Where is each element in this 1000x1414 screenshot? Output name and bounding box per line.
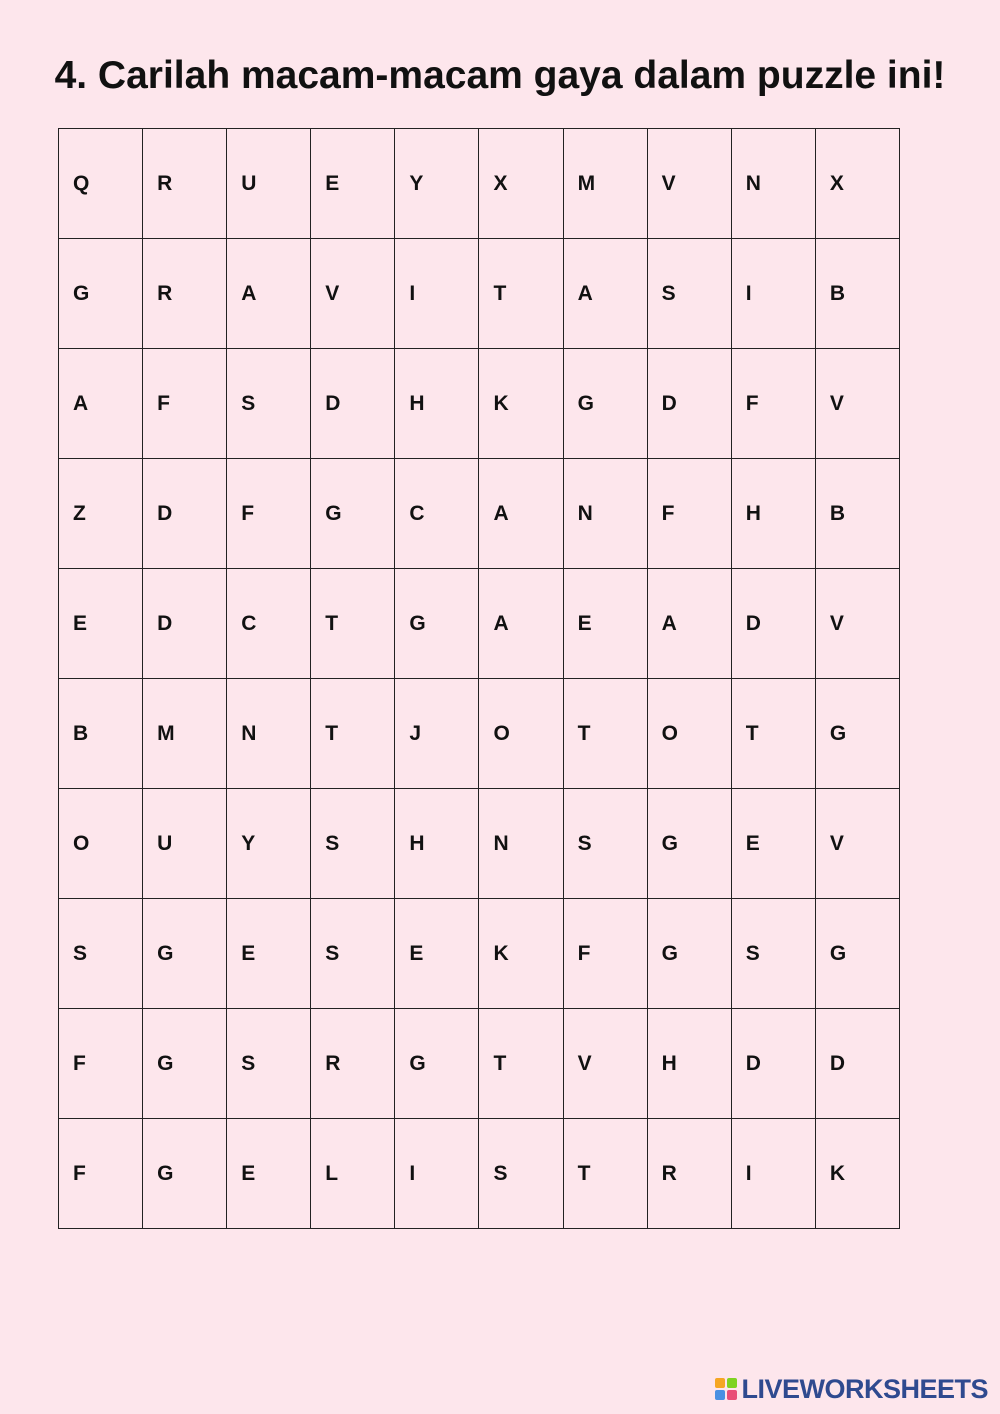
grid-cell[interactable]: E [227, 1119, 311, 1229]
grid-cell[interactable]: I [395, 1119, 479, 1229]
grid-cell[interactable]: E [59, 569, 143, 679]
grid-cell[interactable]: K [815, 1119, 899, 1229]
grid-cell[interactable]: S [311, 899, 395, 1009]
grid-cell[interactable]: G [647, 789, 731, 899]
grid-cell[interactable]: T [311, 569, 395, 679]
grid-cell[interactable]: R [143, 239, 227, 349]
grid-cell[interactable]: X [479, 129, 563, 239]
grid-cell[interactable]: B [815, 239, 899, 349]
grid-cell[interactable]: F [731, 349, 815, 459]
grid-cell[interactable]: F [59, 1009, 143, 1119]
grid-cell[interactable]: H [395, 349, 479, 459]
grid-cell[interactable]: B [59, 679, 143, 789]
grid-cell[interactable]: G [563, 349, 647, 459]
grid-cell[interactable]: D [143, 569, 227, 679]
grid-cell[interactable]: X [815, 129, 899, 239]
grid-row [59, 349, 900, 459]
grid-cell[interactable]: T [479, 1009, 563, 1119]
logo-square [715, 1390, 725, 1400]
grid-cell[interactable]: G [59, 239, 143, 349]
grid-cell[interactable]: G [143, 1119, 227, 1229]
grid-cell[interactable]: G [647, 899, 731, 1009]
grid-cell[interactable]: K [479, 349, 563, 459]
grid-cell[interactable]: F [59, 1119, 143, 1229]
grid-cell[interactable]: S [311, 789, 395, 899]
grid-cell[interactable]: N [563, 459, 647, 569]
worksheet-title: 4. Carilah macam-macam gaya dalam puzzle ini! [54, 54, 946, 97]
grid-cell[interactable]: N [479, 789, 563, 899]
grid-cell[interactable]: V [311, 239, 395, 349]
grid-cell[interactable]: S [563, 789, 647, 899]
grid-cell[interactable]: A [59, 349, 143, 459]
grid-cell[interactable]: I [731, 1119, 815, 1229]
grid-cell[interactable]: F [563, 899, 647, 1009]
grid-cell[interactable]: S [227, 349, 311, 459]
grid-cell[interactable]: S [479, 1119, 563, 1229]
grid-cell[interactable]: A [647, 569, 731, 679]
grid-row [59, 1119, 900, 1229]
grid-cell[interactable]: E [563, 569, 647, 679]
grid-cell[interactable]: O [479, 679, 563, 789]
grid-cell[interactable]: T [479, 239, 563, 349]
grid-row [59, 569, 900, 679]
word-search-grid [58, 128, 900, 1229]
logo-square [727, 1390, 737, 1400]
grid-cell[interactable]: A [479, 459, 563, 569]
logo-square [715, 1378, 725, 1388]
grid-cell[interactable]: Y [227, 789, 311, 899]
grid-cell[interactable]: O [59, 789, 143, 899]
grid-cell[interactable]: G [815, 679, 899, 789]
grid-cell[interactable]: G [311, 459, 395, 569]
grid-cell[interactable]: V [815, 569, 899, 679]
grid-cell[interactable]: E [395, 899, 479, 1009]
grid-cell[interactable]: A [563, 239, 647, 349]
grid-cell[interactable]: E [227, 899, 311, 1009]
grid-cell[interactable]: S [59, 899, 143, 1009]
grid-row [59, 679, 900, 789]
grid-cell[interactable]: L [311, 1119, 395, 1229]
grid-cell[interactable]: D [647, 349, 731, 459]
grid-cell[interactable]: B [815, 459, 899, 569]
grid-cell[interactable]: I [395, 239, 479, 349]
grid-cell[interactable]: S [647, 239, 731, 349]
grid-cell[interactable]: D [815, 1009, 899, 1119]
grid-cell[interactable]: F [227, 459, 311, 569]
grid-cell[interactable]: E [731, 789, 815, 899]
grid-cell[interactable]: N [227, 679, 311, 789]
grid-cell[interactable]: R [647, 1119, 731, 1229]
grid-cell[interactable]: A [227, 239, 311, 349]
grid-cell[interactable]: H [395, 789, 479, 899]
grid-cell[interactable]: H [647, 1009, 731, 1119]
grid-cell[interactable]: V [647, 129, 731, 239]
grid-cell[interactable]: V [815, 789, 899, 899]
grid-cell[interactable]: S [731, 899, 815, 1009]
grid-row [59, 899, 900, 1009]
grid-cell[interactable]: I [731, 239, 815, 349]
grid-cell[interactable]: R [143, 129, 227, 239]
grid-cell[interactable]: N [731, 129, 815, 239]
grid-cell[interactable]: T [563, 679, 647, 789]
grid-cell[interactable]: G [143, 899, 227, 1009]
grid-cell[interactable]: U [227, 129, 311, 239]
grid-cell[interactable]: O [647, 679, 731, 789]
grid-cell[interactable]: U [143, 789, 227, 899]
grid-cell[interactable]: Z [59, 459, 143, 569]
grid-cell[interactable]: K [479, 899, 563, 1009]
grid-cell[interactable]: D [143, 459, 227, 569]
grid-cell[interactable]: J [395, 679, 479, 789]
grid-cell[interactable]: T [731, 679, 815, 789]
grid-cell[interactable]: C [395, 459, 479, 569]
grid-cell[interactable]: G [143, 1009, 227, 1119]
grid-cell[interactable]: M [143, 679, 227, 789]
grid-cell[interactable]: A [479, 569, 563, 679]
grid-cell[interactable]: D [731, 1009, 815, 1119]
grid-row [59, 459, 900, 569]
liveworksheets-logo-icon [715, 1378, 737, 1400]
grid-row [59, 1009, 900, 1119]
brand-footer [715, 1374, 988, 1404]
grid-cell[interactable]: S [227, 1009, 311, 1119]
grid-cell[interactable]: T [563, 1119, 647, 1229]
grid-cell[interactable]: C [227, 569, 311, 679]
grid-cell[interactable]: G [395, 569, 479, 679]
grid-cell[interactable]: F [143, 349, 227, 459]
grid-cell[interactable]: D [311, 349, 395, 459]
logo-square [727, 1378, 737, 1388]
grid-row [59, 789, 900, 899]
grid-cell[interactable]: Q [59, 129, 143, 239]
grid-row [59, 129, 900, 239]
grid-cell[interactable]: G [815, 899, 899, 1009]
grid-cell[interactable]: F [647, 459, 731, 569]
grid-cell[interactable]: T [311, 679, 395, 789]
grid-cell[interactable]: M [563, 129, 647, 239]
grid-cell[interactable]: G [395, 1009, 479, 1119]
brand-name: LIVEWORKSHEETS [741, 1374, 988, 1404]
grid-cell[interactable]: Y [395, 129, 479, 239]
grid-cell[interactable]: V [563, 1009, 647, 1119]
grid-cell[interactable]: D [731, 569, 815, 679]
grid-cell[interactable]: E [311, 129, 395, 239]
grid-cell[interactable]: H [731, 459, 815, 569]
grid-cell[interactable]: R [311, 1009, 395, 1119]
grid-cell[interactable]: V [815, 349, 899, 459]
grid-row [59, 239, 900, 349]
